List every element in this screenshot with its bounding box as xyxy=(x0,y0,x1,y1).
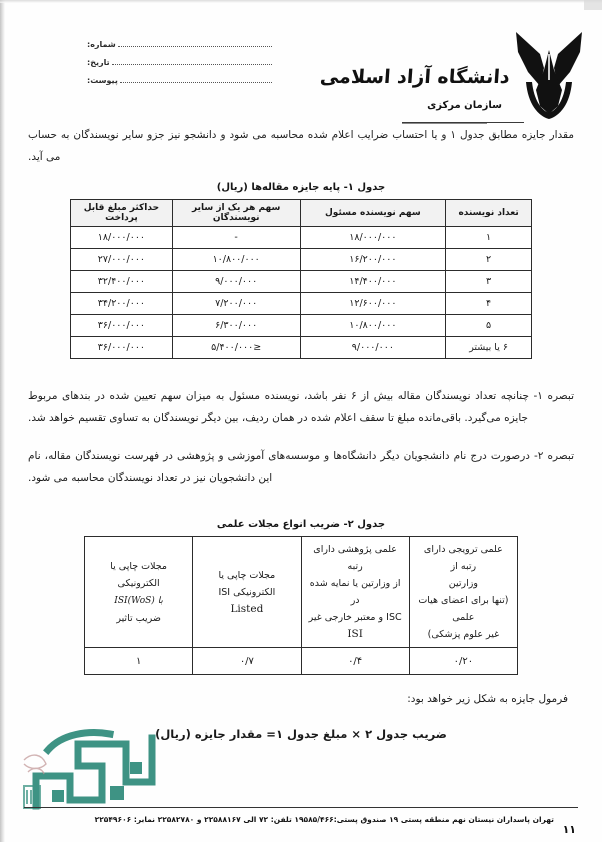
header-line: الکترونیکی ISI xyxy=(218,586,276,598)
cell-other-share: ۶/۳۰۰/۰۰۰ xyxy=(172,315,300,337)
letterhead-label-number: شماره: xyxy=(87,40,116,49)
dotted-line xyxy=(112,56,272,65)
cell-coefficient-promotional: ۰/۲۰ xyxy=(409,648,517,675)
column-header-isi-wos-impact xyxy=(85,537,193,648)
note-paragraph-2: تبصره ۲- درصورت درج نام دانشجویان دیگر دانشگاه‌ها و موسسه‌های آموزشی و پژوهشی در فهرست نویسندگان مقاله، نام این دانشجویان نیز در تعداد نویسندگان محاسبه می شود. xyxy=(28,450,574,484)
header-line: ISC و معتبر خارجی غیر xyxy=(308,612,402,623)
header-line: (تنها برای اعضای هیات علمی xyxy=(418,595,509,623)
letterhead-label-date: تاریخ: xyxy=(87,58,110,67)
university-name: دانشگاه آزاد اسلامی xyxy=(319,66,511,88)
cell-coefficient-isi-wos: ۱ xyxy=(85,648,193,675)
cell-coefficient-research: ۰/۴ xyxy=(301,648,409,675)
table-row xyxy=(85,648,518,675)
cell-author-count: ۱ xyxy=(446,227,532,249)
cell-max-payable: ۳۶/۰۰۰/۰۰۰ xyxy=(71,315,173,337)
cell-author-count: ۵ xyxy=(446,315,532,337)
cell-author-count: ۲ xyxy=(446,249,532,271)
table-one-caption: جدول ۱- پایه جایزه مقاله‌ها (ریال) xyxy=(216,182,386,193)
header-line: الکترونیکی xyxy=(117,577,160,589)
header-line: مجلات چاپی یا xyxy=(218,569,276,581)
header-line: غیر علوم پزشکی) xyxy=(427,629,500,640)
cell-max-payable: ۳۴/۲۰۰/۰۰۰ xyxy=(71,293,173,315)
cell-responsible-share: ۱۲/۶۰۰/۰۰۰ xyxy=(300,293,446,315)
table-row xyxy=(71,249,532,271)
letterhead-fields xyxy=(87,36,272,90)
award-formula: ضریب جدول ۲ × مبلغ جدول ۱= مقدار جایزه (ریال) xyxy=(155,727,447,741)
header-line: وزارتین xyxy=(448,578,478,589)
header-line: علمی پژوهشی دارای رتبه xyxy=(313,544,397,572)
table-row xyxy=(71,337,532,359)
table-row xyxy=(71,227,532,249)
organization-name: سازمان مرکزی xyxy=(427,100,502,111)
letterhead-label-attachment: پیوست: xyxy=(87,76,118,85)
letterhead-field-date xyxy=(87,54,272,72)
cell-responsible-share: ۱۴/۴۰۰/۰۰۰ xyxy=(300,271,446,293)
column-header-responsible-share: سهم نویسنده مسئول xyxy=(300,200,446,227)
cell-responsible-share: ۱۰/۸۰۰/۰۰۰ xyxy=(300,315,446,337)
table-row-header xyxy=(85,537,518,648)
table-two-caption: جدول ۲- ضریب انواع مجلات علمی xyxy=(216,519,386,530)
formula-lead-text: فرمول جایزه به شکل زیر خواهد بود: xyxy=(407,693,568,705)
cell-other-share: ≤۵/۴۰۰/۰۰۰ xyxy=(172,337,300,359)
table-row xyxy=(71,271,532,293)
header-line: از وزارتین یا نمایه شده در xyxy=(309,578,401,606)
table-row-header xyxy=(71,200,532,227)
footer-address: تهران پاسداران نیستان نهم منطقه پستی ۱۹ صندوق پستی:۱۹۵۸۵/۴۶۶ تلفن: ۷۲ الی ۲۲۵۸۸۱۶۷ و ۲۲۵۸۲۷۸۰ نمابر: ۲۲۵۴۹۶۰۶ xyxy=(94,815,554,824)
column-header-max-payable: حداکثر مبلغ قابل پرداخت xyxy=(71,200,173,227)
cell-author-count: ۳ xyxy=(446,271,532,293)
cell-coefficient-isi-listed: ۰/۷ xyxy=(193,648,301,675)
header-line: با ISI(WoS) xyxy=(114,595,163,606)
cell-max-payable: ۱۸/۰۰۰/۰۰۰ xyxy=(71,227,173,249)
cell-author-count: ۴ xyxy=(446,293,532,315)
letterhead-field-attachment xyxy=(87,72,272,90)
scan-edge-artifact xyxy=(0,0,5,842)
table-row xyxy=(71,315,532,337)
column-header-research-journal xyxy=(301,537,409,648)
letterhead-field-number xyxy=(87,36,272,54)
header-line: علمی ترویجی دارای رتبه از xyxy=(423,544,503,572)
header-line: Listed xyxy=(230,602,264,615)
column-header-other-authors-share: سهم هر یک از سایر نویسندگان xyxy=(172,200,300,227)
cell-max-payable: ۲۷/۰۰۰/۰۰۰ xyxy=(71,249,173,271)
cell-max-payable: ۳۶/۰۰۰/۰۰۰ xyxy=(71,337,173,359)
azad-university-logo-icon xyxy=(510,20,588,120)
note-paragraph-1: تبصره ۱- چنانچه تعداد نویسندگان مقاله بیش از ۶ نفر باشد، نویسنده مسئول به میزان سهم تعیین شده در بندهای مربوط جایزه می‌گیرد. باقی‌مانده مبلغ تا سقف اعلام شده در همان ردیف، بین دیگر نویسندگان به تساوی تقسیم خواهد شد. xyxy=(28,390,574,424)
cell-other-share: ۷/۲۰۰/۰۰۰ xyxy=(172,293,300,315)
column-header-isi-listed xyxy=(193,537,301,648)
letterhead xyxy=(0,0,602,122)
letterhead-divider xyxy=(402,122,524,123)
cell-responsible-share: ۱۶/۲۰۰/۰۰۰ xyxy=(300,249,446,271)
document-content xyxy=(28,124,574,741)
table-row xyxy=(71,293,532,315)
journal-coefficient-table xyxy=(84,536,518,675)
cell-author-count: ۶ یا بیشتر xyxy=(446,337,532,359)
article-award-base-table xyxy=(70,199,532,359)
column-header-author-count: تعداد نویسنده xyxy=(446,200,532,227)
intro-paragraph: مقدار جایزه مطابق جدول ۱ و یا احتساب ضرایب اعلام شده محاسبه می شود و دانشجو نیز جزو سایر نویسندگان به حساب می آید. xyxy=(28,129,574,163)
cell-other-share: ۹/۰۰۰/۰۰۰ xyxy=(172,271,300,293)
page-number: ۱۱ xyxy=(562,823,576,836)
header-line: مجلات چاپی یا xyxy=(110,560,167,572)
column-header-promotional-journal xyxy=(409,537,517,648)
dotted-line xyxy=(120,74,272,83)
cell-other-share: ۱۰/۸۰۰/۰۰۰ xyxy=(172,249,300,271)
footer-divider xyxy=(24,807,578,808)
cell-max-payable: ۳۲/۴۰۰/۰۰۰ xyxy=(71,271,173,293)
header-line: ISI xyxy=(347,628,363,640)
cell-responsible-share: ۱۸/۰۰۰/۰۰۰ xyxy=(300,227,446,249)
header-line: ضریب تاثیر xyxy=(116,612,161,624)
cell-other-share: - xyxy=(172,227,300,249)
cell-responsible-share: ۹/۰۰۰/۰۰۰ xyxy=(300,337,446,359)
dotted-line xyxy=(118,38,272,47)
